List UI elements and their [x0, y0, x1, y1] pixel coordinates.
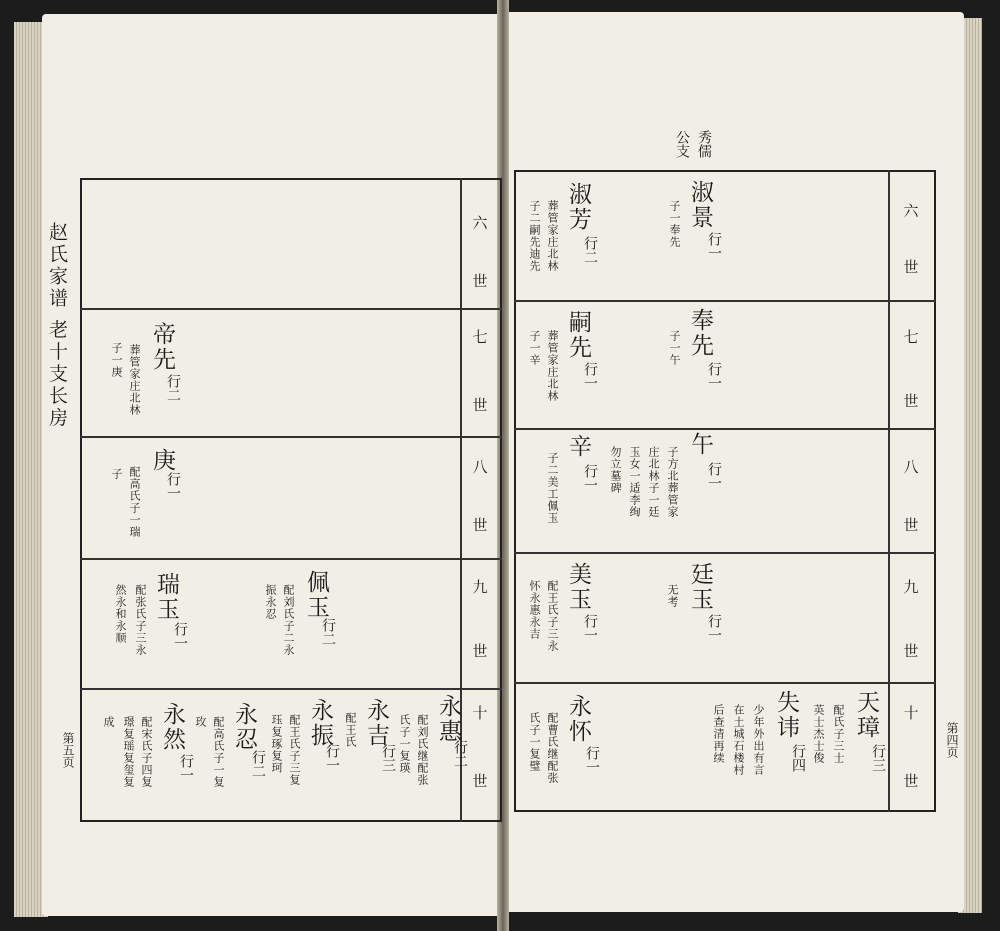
generation-label: 十	[903, 704, 919, 722]
person-name: 淑景	[687, 180, 713, 230]
person-note: 英士杰士俊	[812, 704, 825, 764]
person-note: 配王氏子三永	[546, 580, 559, 652]
person-note: 然永和永顺	[114, 584, 127, 644]
person-note: 配张氏子三永	[134, 584, 147, 656]
person-note: 无考	[666, 584, 679, 608]
person-name: 失讳	[773, 690, 799, 740]
person-note: 配王氏	[344, 712, 357, 748]
generation-label: 六	[472, 214, 488, 232]
person-rank: 行一	[706, 232, 722, 260]
person-note: 氏子一复璧	[528, 712, 541, 772]
person-name: 瑞玉	[153, 572, 179, 622]
person-name: 奉先	[687, 308, 713, 358]
person-note: 振永忍	[264, 584, 277, 620]
generation-label: 世	[472, 642, 488, 660]
person-note: 配高氏子一瑞	[128, 466, 141, 538]
person-rank: 行一	[582, 614, 598, 642]
right-row-divider	[514, 682, 936, 684]
person-name: 永振	[307, 698, 333, 748]
person-rank: 行一	[582, 362, 598, 390]
left-row-divider	[80, 436, 502, 438]
branch-heading: 公支	[674, 130, 690, 158]
person-note: 子一午	[668, 330, 681, 366]
person-rank: 行一	[324, 744, 340, 772]
branch-heading: 秀儒	[696, 130, 712, 158]
left-row-divider	[80, 558, 502, 560]
right-row-divider	[514, 552, 936, 554]
person-note: 子一奉先	[668, 200, 681, 248]
person-name: 嗣先	[565, 310, 591, 360]
person-name: 永然	[159, 702, 185, 752]
person-name: 永怀	[565, 694, 591, 744]
person-note: 在土城石楼村	[732, 704, 745, 776]
left-row-divider	[80, 308, 502, 310]
person-rank: 行四	[790, 744, 806, 772]
person-rank: 行二	[452, 740, 468, 768]
person-name: 永吉	[363, 698, 389, 748]
person-note: 成	[102, 716, 115, 728]
person-rank: 行三	[380, 744, 396, 772]
page-number: 第五页	[61, 732, 75, 768]
generation-label: 世	[903, 258, 919, 276]
person-name: 天璋	[853, 690, 879, 740]
person-name: 帝先	[149, 322, 175, 372]
generation-label: 世	[472, 772, 488, 790]
person-name: 淑芳	[565, 182, 591, 232]
person-note: 葬管家庄北林	[546, 330, 559, 402]
generation-label: 世	[472, 516, 488, 534]
person-rank: 行二	[165, 374, 181, 402]
person-rank: 行一	[584, 746, 600, 774]
generation-label: 世	[903, 516, 919, 534]
person-name: 庚	[149, 448, 175, 473]
person-note: 勿立墓碑	[609, 446, 622, 494]
person-rank: 行一	[706, 362, 722, 390]
person-note: 子	[110, 468, 123, 480]
person-note: 配王氏子三复	[288, 714, 301, 786]
person-name: 辛	[565, 434, 591, 459]
person-rank: 行一	[178, 754, 194, 782]
person-note: 璟复瑶复玺复	[122, 716, 135, 788]
person-note: 怀永惠永吉	[528, 580, 541, 640]
spine-title: 赵氏家谱 老十支长房	[46, 222, 68, 430]
generation-label: 十	[472, 704, 488, 722]
person-rank: 行二	[582, 236, 598, 264]
person-note: 子方北葬管家	[666, 446, 679, 518]
person-note: 配宋氏子四复	[140, 716, 153, 788]
person-note: 配氏子三士	[832, 704, 845, 764]
person-rank: 行一	[165, 472, 181, 500]
right-row-divider	[514, 428, 936, 430]
person-rank: 行一	[582, 464, 598, 492]
person-note: 配刘氏继配张	[416, 714, 429, 786]
person-note: 子二美工佩玉	[546, 452, 559, 524]
generation-label: 九	[472, 578, 488, 596]
person-note: 后查清再续	[712, 704, 725, 764]
generation-label: 八	[903, 458, 919, 476]
person-name: 美玉	[565, 562, 591, 612]
person-name: 永忍	[231, 702, 257, 752]
person-note: 配曹氏继配张	[546, 712, 559, 784]
person-note: 氏子一复瑛	[398, 714, 411, 774]
generation-label: 七	[472, 328, 488, 346]
left-row-divider	[80, 688, 502, 690]
generation-label: 六	[903, 202, 919, 220]
person-rank: 行三	[870, 744, 886, 772]
generation-label: 世	[472, 396, 488, 414]
page-number: 第四页	[945, 722, 959, 758]
generation-label: 世	[903, 642, 919, 660]
person-rank: 行一	[706, 462, 722, 490]
generation-label: 世	[903, 392, 919, 410]
person-note: 玉女一适李绚	[628, 446, 641, 518]
person-name: 佩玉	[303, 570, 329, 620]
person-note: 子二嗣先迪先	[528, 200, 541, 272]
right-generation-column-divider	[888, 170, 890, 812]
person-note: 配刘氏子二永	[282, 584, 295, 656]
person-note: 珏复琢复珂	[270, 714, 283, 774]
generation-label: 世	[472, 272, 488, 290]
person-note: 庄北林子一廷	[647, 446, 660, 518]
person-note: 玫	[194, 716, 207, 728]
person-rank: 行一	[172, 622, 188, 650]
person-name: 午	[687, 432, 713, 457]
right-row-divider	[514, 300, 936, 302]
person-note: 葬管家庄北林	[128, 344, 141, 416]
generation-label: 九	[903, 578, 919, 596]
person-rank: 行二	[320, 618, 336, 646]
person-name: 永惠	[435, 694, 461, 744]
person-note: 子一庚	[110, 342, 123, 378]
generation-label: 八	[472, 458, 488, 476]
person-note: 葬管家庄北林	[546, 200, 559, 272]
generation-label: 世	[903, 772, 919, 790]
person-note: 少年外出有言	[752, 704, 765, 776]
person-rank: 行一	[706, 614, 722, 642]
person-note: 配高氏子一复	[212, 716, 225, 788]
person-note: 子一辛	[528, 330, 541, 366]
person-rank: 行二	[250, 750, 266, 778]
generation-label: 七	[903, 328, 919, 346]
person-name: 廷玉	[687, 562, 713, 612]
